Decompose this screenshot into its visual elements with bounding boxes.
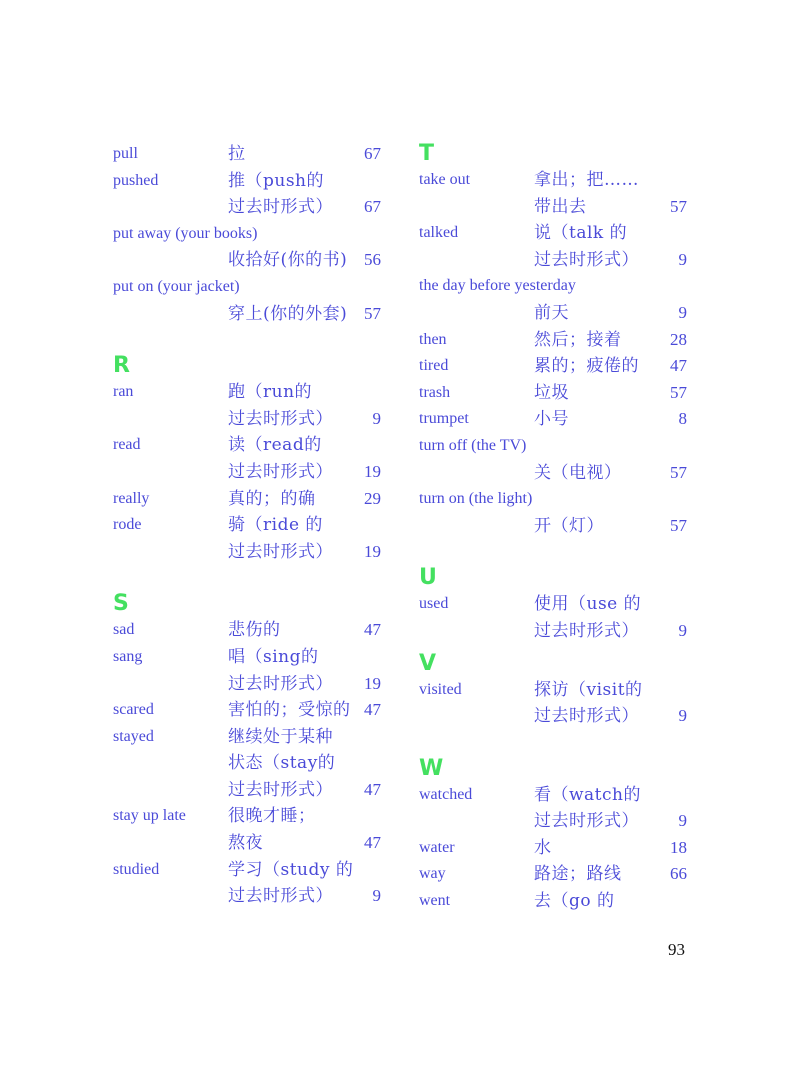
entry-line: [419, 460, 687, 487]
english-term: visited: [419, 680, 462, 698]
page-reference: 47: [364, 833, 381, 853]
chinese-definition: 累的；疲倦的: [534, 356, 639, 377]
glossary-entry: [113, 486, 381, 513]
entry-line: [113, 459, 381, 486]
page-reference: 9: [678, 811, 687, 831]
page-reference: 9: [678, 620, 687, 640]
english-term: tired: [419, 357, 449, 375]
english-term: put away (your books): [113, 224, 258, 242]
entry-line: [419, 618, 687, 645]
entry-line: [113, 644, 381, 671]
entry-line: [419, 861, 687, 888]
page-reference: 9: [372, 408, 381, 428]
chinese-definition: 收拾好(你的书): [228, 250, 348, 271]
section-letter: W: [419, 755, 444, 781]
glossary-entry: [113, 697, 381, 724]
entry-line: [113, 274, 381, 301]
english-term: put on (your jacket): [113, 277, 240, 295]
english-term: water: [419, 838, 455, 856]
page-reference: 47: [364, 779, 381, 799]
chinese-definition: 过去时形式）: [534, 811, 639, 832]
english-term: really: [113, 489, 150, 507]
entry-line: [113, 141, 381, 168]
english-term: then: [419, 330, 447, 348]
glossary-entry: [113, 644, 381, 697]
entry-line: [113, 194, 381, 221]
page-reference: 47: [364, 620, 381, 640]
chinese-definition: 拉: [228, 144, 246, 164]
entry-line: [419, 327, 687, 354]
chinese-definition: 带出去: [534, 196, 587, 217]
glossary-section: [419, 645, 687, 730]
chinese-definition: 继续处于某种: [228, 726, 333, 747]
chinese-definition: 过去时形式）: [534, 249, 639, 270]
glossary-section: [113, 565, 381, 910]
chinese-definition: 过去时形式）: [228, 673, 333, 694]
entry-line: [113, 883, 381, 910]
chinese-definition: 状态（stay的: [228, 753, 336, 774]
chinese-definition: 使用（use 的: [534, 594, 642, 615]
page-reference: 57: [670, 196, 687, 216]
entry-line: [419, 835, 687, 862]
chinese-definition: 跑（run的: [228, 382, 313, 403]
chinese-definition: 过去时形式）: [228, 461, 333, 482]
entry-line: [419, 703, 687, 730]
english-term: rode: [113, 516, 142, 534]
entry-line: [113, 301, 381, 328]
page-reference: 19: [364, 673, 381, 693]
entry-line: [113, 432, 381, 459]
english-term: turn off (the TV): [419, 436, 527, 454]
glossary-entry: [419, 677, 687, 730]
page-reference: 9: [678, 249, 687, 269]
page-reference: 57: [670, 462, 687, 482]
glossary-section: [113, 327, 381, 565]
chinese-definition: 小号: [534, 409, 569, 430]
chinese-definition: 穿上(你的外套): [228, 303, 348, 324]
glossary-entry: [113, 857, 381, 910]
glossary-entry: [419, 380, 687, 407]
entry-line: [113, 247, 381, 274]
english-term: studied: [113, 860, 160, 878]
entry-line: [419, 167, 687, 194]
page-reference: 8: [678, 409, 687, 429]
english-term: stay up late: [113, 807, 186, 825]
page-reference: 57: [670, 515, 687, 535]
entry-line: [419, 406, 687, 433]
chinese-definition: 探访（visit的: [534, 679, 643, 700]
english-term: sang: [113, 647, 143, 665]
glossary-entry: [113, 803, 381, 856]
chinese-definition: 过去时形式）: [228, 541, 333, 562]
chinese-definition: 骑（ride 的: [228, 515, 323, 536]
english-term: read: [113, 436, 141, 454]
glossary-entry: [419, 273, 687, 326]
chinese-definition: 然后；接着: [534, 329, 622, 350]
english-term: went: [419, 892, 451, 910]
chinese-definition: 过去时形式）: [228, 408, 333, 429]
chinese-definition: 过去时形式）: [534, 620, 639, 641]
page-reference: 67: [364, 197, 381, 217]
english-term: sad: [113, 621, 135, 639]
entry-line: [113, 617, 381, 644]
entry-line: [419, 808, 687, 835]
entry-line: [113, 539, 381, 566]
chinese-definition: 去（go 的: [534, 891, 615, 912]
page-reference: 66: [670, 864, 687, 884]
glossary-section: [419, 539, 687, 644]
chinese-definition: 路途；路线: [534, 864, 622, 885]
entry-line: [113, 486, 381, 513]
glossary-entry: [113, 432, 381, 485]
entry-line: [113, 803, 381, 830]
glossary-entry: [419, 353, 687, 380]
entry-line: [113, 168, 381, 195]
glossary-entry: [113, 512, 381, 565]
entry-line: [113, 857, 381, 884]
entry-line: [419, 677, 687, 704]
entry-line: [113, 406, 381, 433]
entry-line: [113, 512, 381, 539]
chinese-definition: 唱（sing的: [228, 646, 319, 667]
section-letter: R: [113, 353, 130, 379]
english-term: trumpet: [419, 410, 469, 428]
english-term: pushed: [113, 171, 159, 189]
page-reference: 47: [364, 700, 381, 720]
section-letter: T: [419, 141, 435, 166]
glossary-entry: [419, 433, 687, 486]
page-number: 93: [668, 940, 685, 959]
entry-line: [419, 273, 687, 300]
entry-line: [419, 247, 687, 274]
glossary-entry: [113, 274, 381, 327]
chinese-definition: 水: [534, 837, 552, 858]
section-letter: V: [419, 650, 437, 676]
chinese-definition: 悲伤的: [228, 620, 281, 641]
chinese-definition: 读（read的: [228, 435, 322, 456]
page-reference: 67: [364, 144, 381, 163]
glossary-entry: [113, 221, 381, 274]
chinese-definition: 说（talk 的: [534, 223, 628, 244]
glossary-entry: [419, 782, 687, 835]
glossary-entry: [419, 835, 687, 862]
chinese-definition: 过去时形式）: [228, 197, 333, 218]
glossary-section: [419, 141, 687, 539]
chinese-definition: 推（push的: [228, 170, 325, 191]
page-reference: 19: [364, 461, 381, 481]
entry-line: [419, 591, 687, 618]
english-term: watched: [419, 785, 473, 803]
chinese-definition: 过去时形式）: [534, 706, 639, 727]
chinese-definition: 熬夜: [228, 833, 263, 854]
entry-line: [419, 220, 687, 247]
entry-line: [113, 697, 381, 724]
chinese-definition: 开（灯）: [534, 515, 604, 536]
glossary-entry: [419, 167, 687, 220]
chinese-definition: 关（电视）: [534, 462, 622, 483]
glossary-entry: [419, 406, 687, 433]
glossary-section: [113, 141, 381, 327]
glossary-entry: [419, 861, 687, 888]
english-term: ran: [113, 383, 134, 401]
english-term: take out: [419, 171, 471, 188]
glossary-entry: [419, 888, 687, 915]
entry-line: [419, 300, 687, 327]
page-reference: 28: [670, 329, 687, 349]
glossary-column-left: [113, 141, 381, 910]
entry-line: [419, 353, 687, 380]
english-term: pull: [113, 145, 138, 162]
chinese-definition: 拿出；把……: [534, 170, 639, 190]
chinese-definition: 垃圾: [534, 382, 569, 403]
entry-line: [419, 888, 687, 915]
chinese-definition: 前天: [534, 302, 569, 323]
english-term: stayed: [113, 727, 154, 745]
chinese-definition: 过去时形式）: [228, 886, 333, 907]
entry-line: [419, 782, 687, 809]
page-reference: 29: [364, 488, 381, 508]
entry-line: [419, 433, 687, 460]
page-reference: 9: [372, 886, 381, 906]
english-term: talked: [419, 224, 459, 242]
english-term: scared: [113, 701, 154, 719]
glossary-section: [419, 730, 687, 915]
page-reference: 18: [670, 837, 687, 857]
section-letter: U: [419, 565, 437, 591]
entry-line: [419, 380, 687, 407]
page-reference: 57: [670, 382, 687, 402]
entry-line: [113, 830, 381, 857]
english-term: turn on (the light): [419, 490, 533, 508]
entry-line: [113, 777, 381, 804]
entry-line: [113, 671, 381, 698]
chinese-definition: 过去时形式）: [228, 779, 333, 800]
entry-line: [419, 194, 687, 221]
glossary-entry: [419, 486, 687, 539]
english-term: used: [419, 595, 449, 613]
english-term: way: [419, 865, 446, 883]
glossary-entry: [419, 591, 687, 644]
english-term: trash: [419, 383, 451, 401]
glossary-entry: [419, 327, 687, 354]
chinese-definition: 害怕的；受惊的: [228, 700, 351, 721]
glossary-entry: [113, 168, 381, 221]
glossary-entry: [113, 379, 381, 432]
glossary-column-right: [419, 141, 687, 915]
entry-line: [113, 724, 381, 751]
entry-line: [419, 513, 687, 540]
page-reference: 9: [678, 706, 687, 726]
english-term: the day before yesterday: [419, 277, 576, 295]
page-reference: 56: [364, 250, 381, 270]
page-reference: 47: [670, 356, 687, 376]
glossary-entry: [113, 141, 381, 168]
entry-line: [113, 379, 381, 406]
chinese-definition: 学习（study 的: [228, 859, 354, 880]
chinese-definition: 看（watch的: [534, 784, 641, 805]
glossary-entry: [113, 617, 381, 644]
entry-line: [113, 221, 381, 248]
glossary-entry: [113, 724, 381, 804]
entry-line: [419, 486, 687, 513]
page-reference: 9: [678, 302, 687, 322]
entry-line: [113, 750, 381, 777]
glossary-entry: [419, 220, 687, 273]
page-reference: 57: [364, 303, 381, 323]
section-letter: S: [113, 591, 129, 617]
chinese-definition: 很晚才睡；: [228, 806, 316, 827]
page-reference: 19: [364, 541, 381, 561]
chinese-definition: 真的；的确: [228, 488, 316, 509]
